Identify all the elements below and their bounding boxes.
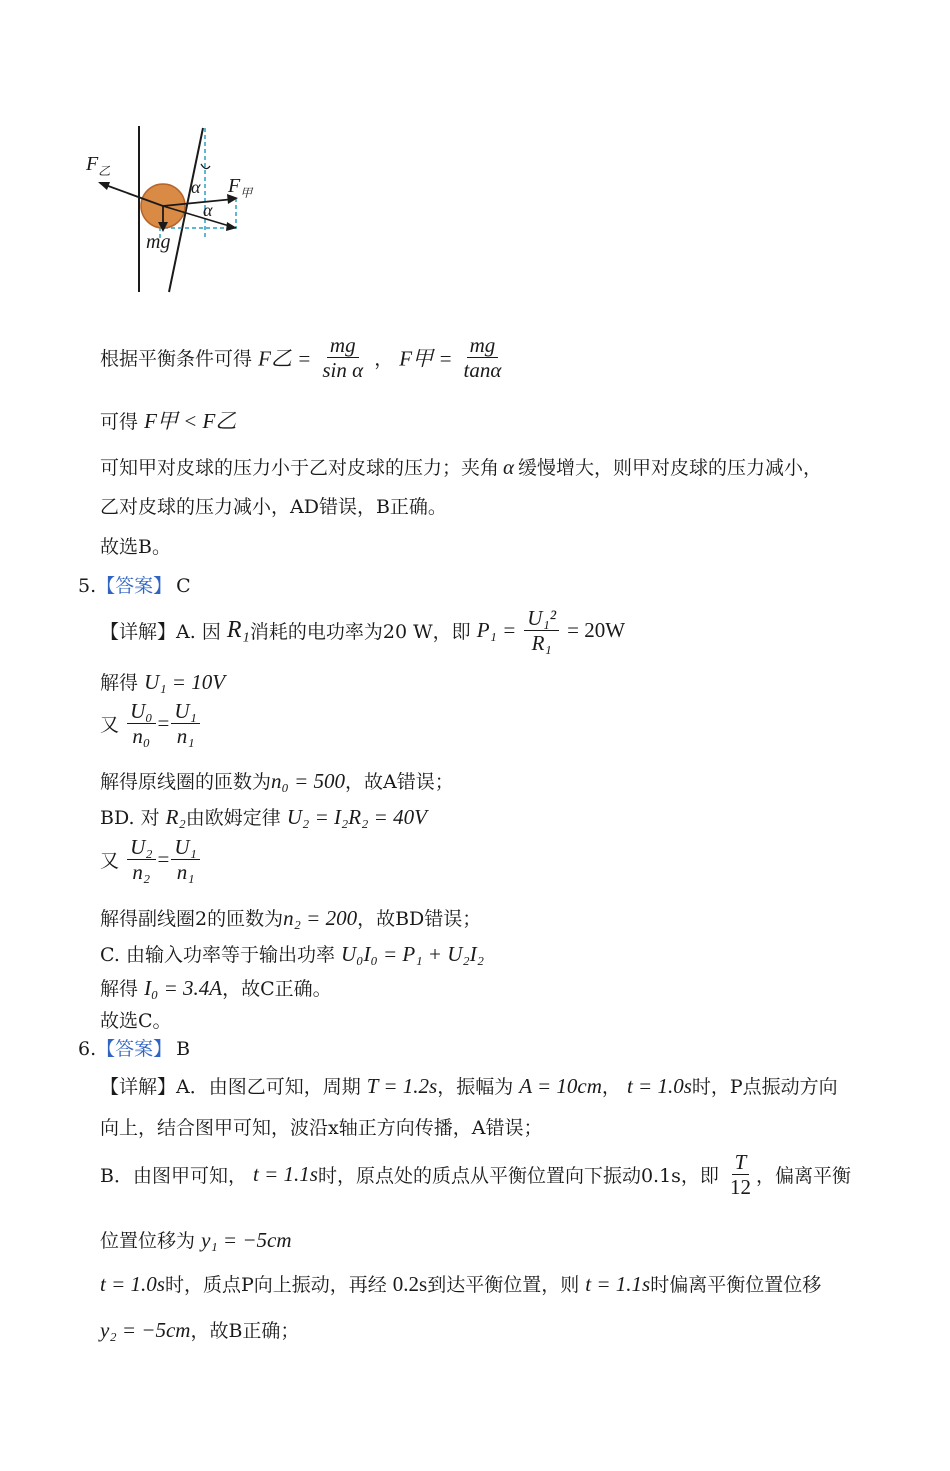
q5-and1: 又 xyxy=(100,714,120,737)
q5-power-eq: U₀I₀ = P₁ + U₂I₂ xyxy=(341,942,484,966)
q6-b-time-eq: t = 1.1s xyxy=(253,1162,318,1187)
q5-r1: R₁ xyxy=(226,617,250,644)
q5-ratio1-l-den: n₀ xyxy=(132,724,151,749)
q5-n2-eq: n₂ = 200 xyxy=(283,906,358,930)
eq1-fraction xyxy=(319,334,366,381)
q5-u1-prefix: 解得 xyxy=(100,672,139,694)
q6-answer-tag: 【答案】 xyxy=(96,1038,173,1060)
q5-ratio2-left xyxy=(127,836,155,883)
q5-i0-suffix: ，故C正确。 xyxy=(222,978,332,1000)
q6-y2-eq: y₂ = −5cm xyxy=(100,1318,191,1342)
q5-i0-prefix: 解得 xyxy=(100,978,139,1000)
q5-ratio2-l-num: U₂ xyxy=(127,836,155,860)
q5-a-text: A. 因 xyxy=(176,621,221,644)
eq1-denominator: sin α xyxy=(322,358,364,383)
q5-p1-num: U₁² xyxy=(524,607,559,631)
q5-r2: R₂ xyxy=(165,805,186,829)
q5-bd-line xyxy=(100,803,427,830)
q5-u1-eq: U₁ = 10V xyxy=(144,670,226,694)
q6-answer-line xyxy=(78,1034,190,1061)
q5-p1-rhs: = 20W xyxy=(567,618,626,643)
q5-c-prefix: C. 由输入功率等于输出功率 xyxy=(100,944,335,966)
q6-b-fraction xyxy=(727,1151,754,1198)
q5-ratio1-r-den: n₁ xyxy=(176,724,195,749)
balance-prefix: 根据平衡条件可得 xyxy=(100,348,253,371)
q5-ratio1-right xyxy=(171,700,199,747)
q5-ratio1-r-num: U₁ xyxy=(171,700,199,724)
q6-b-line-3 xyxy=(100,1270,821,1297)
q5-c-line xyxy=(100,940,484,967)
q6-b-l3-p2: 到达平衡位置，则 xyxy=(427,1274,580,1296)
q6-b-p3: ，偏离平衡 xyxy=(755,1165,851,1188)
q5-bd-text: 由欧姆定律 xyxy=(185,807,281,829)
q6-b-p1: B．由图甲可知， xyxy=(100,1165,247,1188)
eq2-numerator: mg xyxy=(467,334,499,358)
q5-ratio2-right xyxy=(171,836,199,883)
balance-line xyxy=(100,334,506,381)
q6-b-l3-p1: 时，质点P向上振动，再经 xyxy=(164,1274,387,1296)
q6-a-p4: 时，P点振动方向 xyxy=(691,1076,838,1098)
q5-u1-line xyxy=(100,668,225,695)
label-f-jia: $F_甲$ xyxy=(228,175,253,200)
q6-amplitude-eq: A = 10cm xyxy=(519,1074,602,1098)
q5-ratio1-line: 又 $\frac{\text{U₀}}{\text{n₀}}$ = $\frac{\text{U₁}}{\text{n₁}}$ xyxy=(100,700,202,747)
q5-ratio2-r-den: n₁ xyxy=(176,860,195,885)
eq2-lhs: F甲 = xyxy=(399,346,453,371)
q5-answer-tag: 【答案】 xyxy=(96,575,173,597)
force-diagram xyxy=(70,120,270,300)
result-prefix: 可得 xyxy=(100,411,139,433)
q5-n0-line xyxy=(100,767,454,794)
q6-b-frac-den: 12 xyxy=(729,1175,751,1200)
q6-a-p3: ， xyxy=(601,1076,621,1098)
q6-b-frac-num: T xyxy=(732,1151,750,1175)
q5-n0-eq: n₀ = 500 xyxy=(271,769,345,793)
q5-choice: 故选C。 xyxy=(100,1010,172,1032)
q5-u2-eq: U₂ = I₂R₂ = 40V xyxy=(286,805,427,829)
q5-detail-tag: 【详解】 xyxy=(100,621,177,644)
q6-a-p1: A．由图乙可知，周期 xyxy=(176,1076,361,1098)
q6-a-p2: ，振幅为 xyxy=(437,1076,514,1098)
label-alpha-top: α xyxy=(191,177,201,197)
q5-p1-fraction xyxy=(524,607,559,654)
q6-b-l4-p1: ，故B正确； xyxy=(190,1320,300,1342)
result-line xyxy=(100,405,236,435)
conclusion-line-2: 乙对皮球的压力减小，AD错误，B正确。 xyxy=(100,496,447,518)
q5-p1-lhs: P₁ = xyxy=(476,618,517,643)
label-f-yi: $F_乙$ xyxy=(86,153,111,178)
label-mg: mg xyxy=(146,231,171,253)
q6-b-line-2 xyxy=(100,1226,292,1253)
q5-a-text2: 消耗的电功率为20 W，即 xyxy=(249,621,471,644)
q5-i0-line xyxy=(100,974,332,1001)
q5-ratio1-left xyxy=(127,700,155,747)
conclusion-1b: 缓慢增大，则甲对皮球的压力减小， xyxy=(518,457,823,479)
q6-b-l3-p3: 时偏离平衡位置位移 xyxy=(650,1274,822,1296)
q5-p1-den: R₁ xyxy=(531,631,552,656)
q6-b-p2: 时，原点处的质点从平衡位置向下振动0.1s，即 xyxy=(317,1165,719,1188)
q6-a-line-2: 向上，结合图甲可知，波沿x轴正方向传播，A错误； xyxy=(100,1117,543,1139)
q5-i0-eq: I₀ = 3.4A xyxy=(144,976,223,1000)
eq1-lhs: F乙 = xyxy=(258,346,312,371)
q6-number: 6. xyxy=(78,1038,97,1060)
q5-n0-suffix: ，故A错误； xyxy=(345,771,454,793)
q6-b-l3-t1: t = 1.0s xyxy=(100,1272,165,1296)
q5-n2-prefix: 解得副线圈2的匝数为 xyxy=(100,908,284,930)
q5-bd-prefix: BD. 对 xyxy=(100,807,160,829)
q5-ratio2-line: 又 $\frac{\text{U₂}}{\text{n₂}}$ = $\frac{\text{U₁}}{\text{n₁}}$ xyxy=(100,836,202,883)
q5-number: 5. xyxy=(78,575,97,597)
q6-period-eq: T = 1.2s xyxy=(366,1074,438,1098)
eq1-numerator: mg xyxy=(327,334,359,358)
conclusion-alpha: α xyxy=(503,455,515,479)
q5-ratio2-r-num: U₁ xyxy=(171,836,199,860)
q6-answer: B xyxy=(176,1038,191,1060)
q6-b-l3-t2: t = 1.1s xyxy=(585,1272,651,1296)
conclusion-1a: 可知甲对皮球的压力小于乙对皮球的压力；夹角 xyxy=(100,457,500,479)
q5-answer: C xyxy=(176,575,191,597)
eq2-denominator: tanα xyxy=(463,358,502,383)
q5-and2: 又 xyxy=(100,850,120,873)
conclusion-line-1 xyxy=(100,453,822,480)
q6-a-line-1 xyxy=(100,1072,838,1099)
q5-a-line xyxy=(100,607,625,654)
result-expr: F甲 < F乙 xyxy=(144,409,237,433)
q5-ratio1-l-num: U₀ xyxy=(127,700,155,724)
q5-n0-prefix: 解得原线圈的匝数为 xyxy=(100,771,272,793)
eq2-fraction xyxy=(461,334,505,381)
q4-choice: 故选B。 xyxy=(100,536,171,558)
q5-n2-line xyxy=(100,904,481,931)
q6-detail-tag: 【详解】 xyxy=(100,1076,177,1098)
q5-ratio2-l-den: n₂ xyxy=(132,860,151,885)
q6-b-l3-dt: 0.2s xyxy=(392,1272,428,1296)
q6-time-eq: t = 1.0s xyxy=(626,1074,692,1098)
label-alpha-mid: α xyxy=(203,200,213,220)
q6-b-line-1 xyxy=(100,1151,851,1198)
q6-b-line-4 xyxy=(100,1316,299,1343)
eq-comma: ， xyxy=(374,348,394,371)
q5-n2-suffix: ，故BD错误； xyxy=(357,908,482,930)
q6-y1-eq: y₁ = −5cm xyxy=(201,1228,292,1252)
q5-answer-line xyxy=(78,571,191,598)
q6-b-l2-p1: 位置位移为 xyxy=(100,1230,196,1252)
